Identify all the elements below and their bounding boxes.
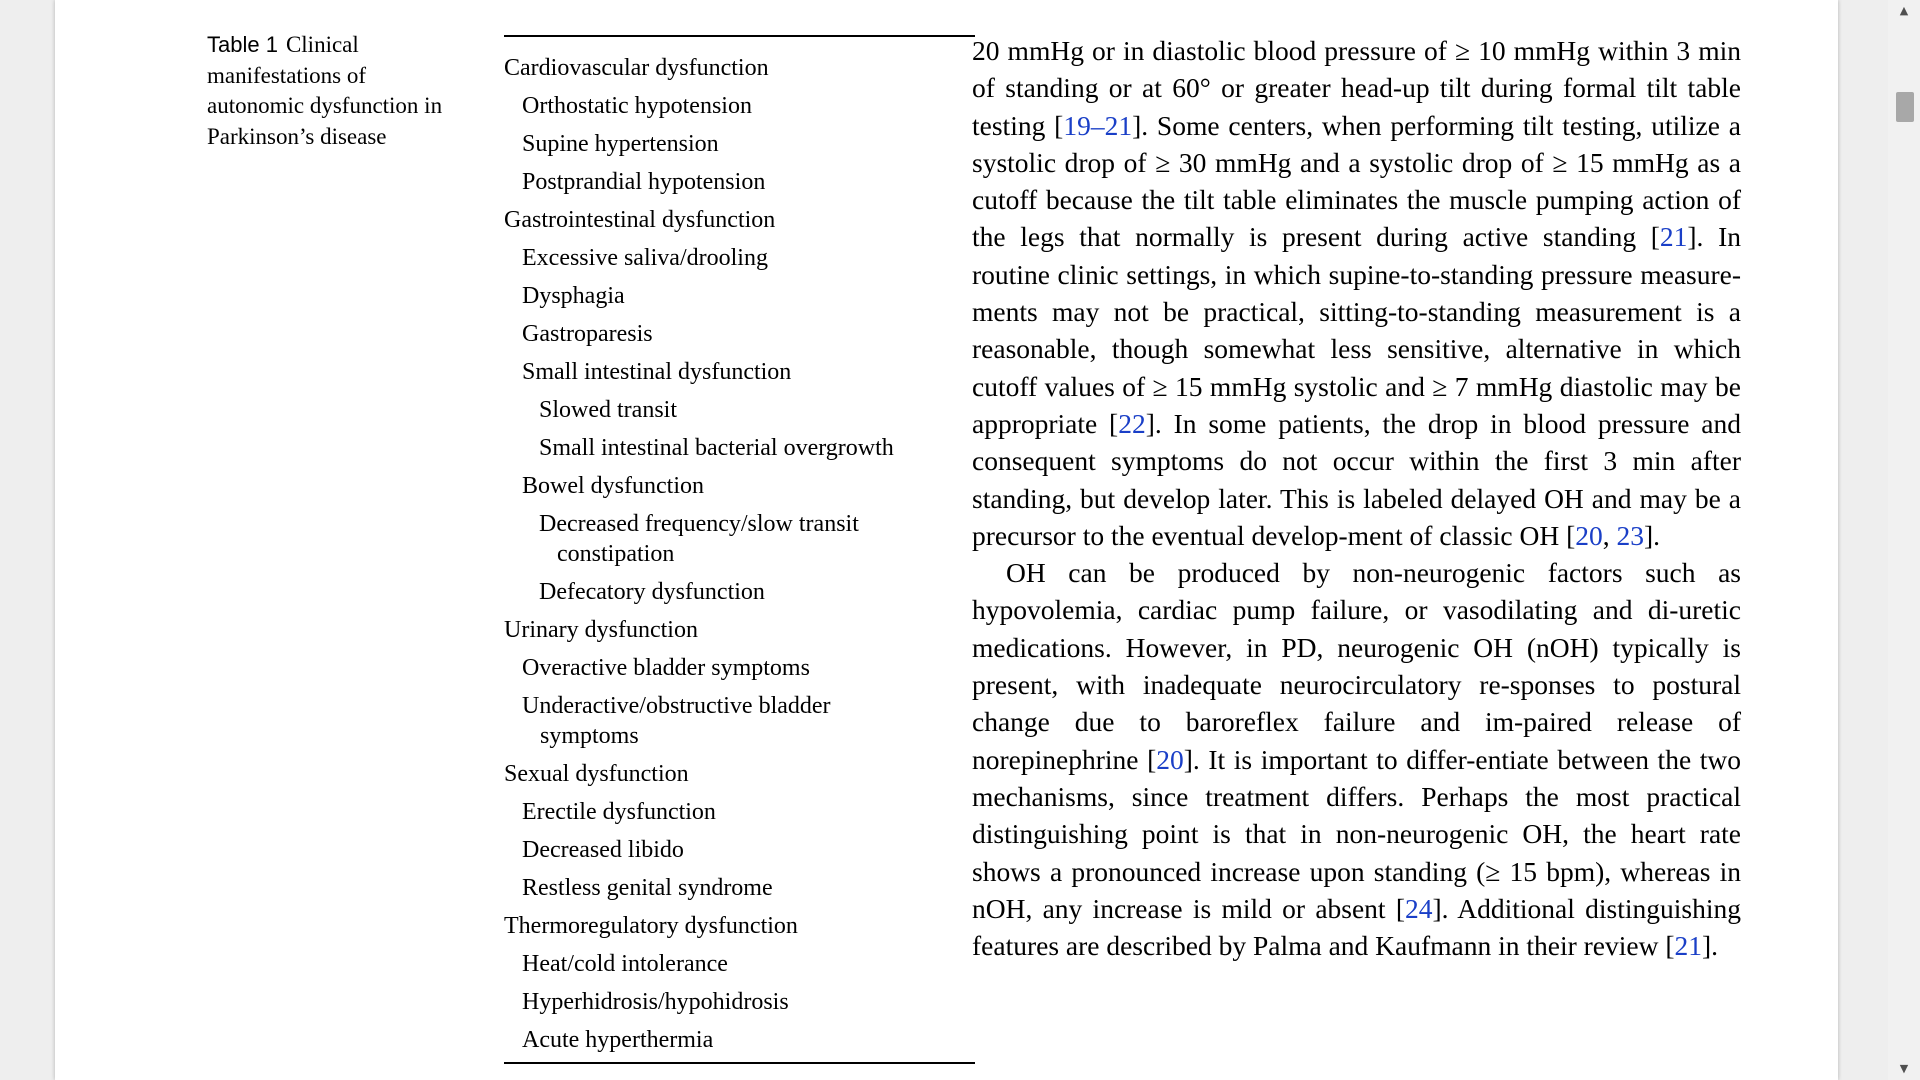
paragraph-text: ]. In some patients, the drop in blood pressure and consequent symptoms do not occur within the first 3 min after standing, but develop later. This is labeled delayed OH and may be a precursor to the eventual develop-ment of classic OH [	[972, 407, 1741, 551]
table-row	[504, 691, 975, 751]
table-row-text: Orthostatic hypotension	[522, 93, 752, 119]
table-row	[504, 91, 975, 121]
table-row	[504, 205, 975, 235]
table-row-text: Small intestinal dysfunction	[522, 359, 792, 385]
table-caption-label: Table 1	[207, 32, 278, 57]
paragraph-text: ]. Additional distinguishing features are described by Palma and Kaufmann in their review [	[972, 892, 1741, 962]
table-row	[504, 319, 975, 349]
table-row	[504, 577, 975, 607]
scroll-thumb[interactable]	[1896, 92, 1914, 122]
citation-link[interactable]: 20	[1156, 743, 1184, 775]
body-paragraph	[972, 32, 1741, 554]
citation-link[interactable]: 23	[1616, 519, 1645, 551]
scroll-up-icon[interactable]: ▲	[1899, 4, 1909, 17]
paragraph-text: ].	[1644, 519, 1661, 551]
table-row	[504, 471, 975, 501]
table-row	[504, 653, 975, 683]
table-row-text: Underactive/obstructive bladder	[522, 693, 831, 719]
table-row-text: Bowel dysfunction	[522, 473, 704, 499]
table-row	[504, 873, 975, 903]
table-caption-text: Clinical manifestations of autonomic dysfunction in Parkinson’s disease	[207, 32, 443, 149]
table-row-text: Postprandial hypotension	[522, 169, 766, 195]
table-row	[504, 243, 975, 273]
paragraph-text: 20 mmHg or in diastolic blood pressure of ≥ 10 mmHg within 3 min of standing or at 60° or greater head-up tilt during formal tilt table testing [	[972, 35, 1741, 141]
table-row	[504, 281, 975, 311]
table-row-text: Sexual dysfunction	[504, 761, 689, 787]
citation-link[interactable]: 19–21	[1063, 109, 1133, 141]
citation-link[interactable]: 21	[1659, 221, 1688, 253]
table-row	[504, 395, 975, 425]
table-row	[504, 509, 975, 569]
table-row-text: Restless genital syndrome	[522, 875, 773, 901]
table-row-text: Acute hyperthermia	[522, 1027, 714, 1053]
autonomic-dysfunction-table	[504, 35, 975, 1064]
paragraph-text: ]. In routine clinic settings, in which supine-to-standing pressure measure-ments may not be practical, sitting-to-standing measurement is a reasonable, though somewhat less sensitive, alternative in which cutoff values of ≥ 15 mmHg systolic and ≥ 7 mmHg diastolic may be appropriate [	[972, 221, 1741, 439]
table-row	[504, 911, 975, 941]
table-row-text: Excessive saliva/drooling	[522, 245, 768, 271]
table-row-text: Erectile dysfunction	[522, 799, 716, 825]
table-row-text: Slowed transit	[539, 397, 677, 423]
table-row	[504, 129, 975, 159]
paragraph-text: ]. It is important to differ-entiate between the two mechanisms, since treatment differs. Perhaps the most practical distinguishing point is that in non-neurogenic OH, the heart rate shows a pronounced increase upon standing (≥ 15 bpm), whereas in nOH, any increase is mild or absent [	[972, 743, 1742, 924]
table-row	[504, 759, 975, 789]
citation-link[interactable]: 20	[1575, 519, 1603, 551]
paragraph-text: ].	[1702, 930, 1719, 962]
table-row	[504, 949, 975, 979]
table-row-text: Cardiovascular dysfunction	[504, 55, 769, 81]
citation-link[interactable]: 24	[1404, 892, 1433, 924]
table-row	[504, 987, 975, 1017]
table-row-text: Decreased libido	[522, 837, 684, 863]
paragraph-text: ]. Some centers, when performing tilt testing, utilize a systolic drop of ≥ 30 mmHg and a systolic drop of ≥ 15 mmHg as a cutoff because the tilt table eliminates the muscle pumping action of the legs that normally is present during active standing [	[972, 109, 1741, 253]
table-row	[504, 167, 975, 197]
table-row-text: Urinary dysfunction	[504, 617, 698, 643]
table-row-text: Overactive bladder symptoms	[522, 655, 810, 681]
table-row-text: Heat/cold intolerance	[522, 951, 728, 977]
table-row-text: Decreased frequency/slow transit	[539, 511, 859, 537]
vertical-scrollbar[interactable]	[1888, 0, 1920, 1080]
document-page	[55, 0, 1838, 1080]
table-row	[504, 433, 975, 463]
body-paragraph	[972, 554, 1741, 964]
table-row	[504, 357, 975, 387]
table-row-text: Defecatory dysfunction	[539, 579, 765, 605]
table-row-text: Dysphagia	[522, 283, 625, 309]
citation-link[interactable]: 22	[1118, 407, 1146, 439]
table-row-continuation: symptoms	[540, 723, 639, 749]
table-row-text: Thermoregulatory dysfunction	[504, 913, 798, 939]
table-row	[504, 53, 975, 83]
table-row-text: Small intestinal bacterial overgrowth	[539, 435, 894, 461]
scroll-down-icon[interactable]: ▼	[1899, 1062, 1909, 1075]
body-text-column	[972, 32, 1741, 964]
table-row	[504, 797, 975, 827]
table-row	[504, 1025, 975, 1055]
table-caption	[207, 30, 462, 152]
table-row-text: Hyperhidrosis/hypohidrosis	[522, 989, 789, 1015]
paragraph-text: OH can be produced by non-neurogenic factors such as hypovolemia, cardiac pump failure, or vasodilating and di-uretic medications. However, in PD, neurogenic OH (nOH) typically is present, with inadequate neurocirculatory re-sponses to postural change due to baroreflex failure and im-paired release of norepinephrine [	[972, 557, 1741, 775]
table-row-text: Gastrointestinal dysfunction	[504, 207, 776, 233]
table-row	[504, 615, 975, 645]
table-row-continuation: constipation	[557, 541, 675, 567]
table-row-text: Gastroparesis	[522, 321, 653, 347]
paragraph-text: ,	[1602, 519, 1617, 551]
table-row	[504, 835, 975, 865]
citation-link[interactable]: 21	[1674, 930, 1702, 962]
table-row-text: Supine hypertension	[522, 131, 719, 157]
